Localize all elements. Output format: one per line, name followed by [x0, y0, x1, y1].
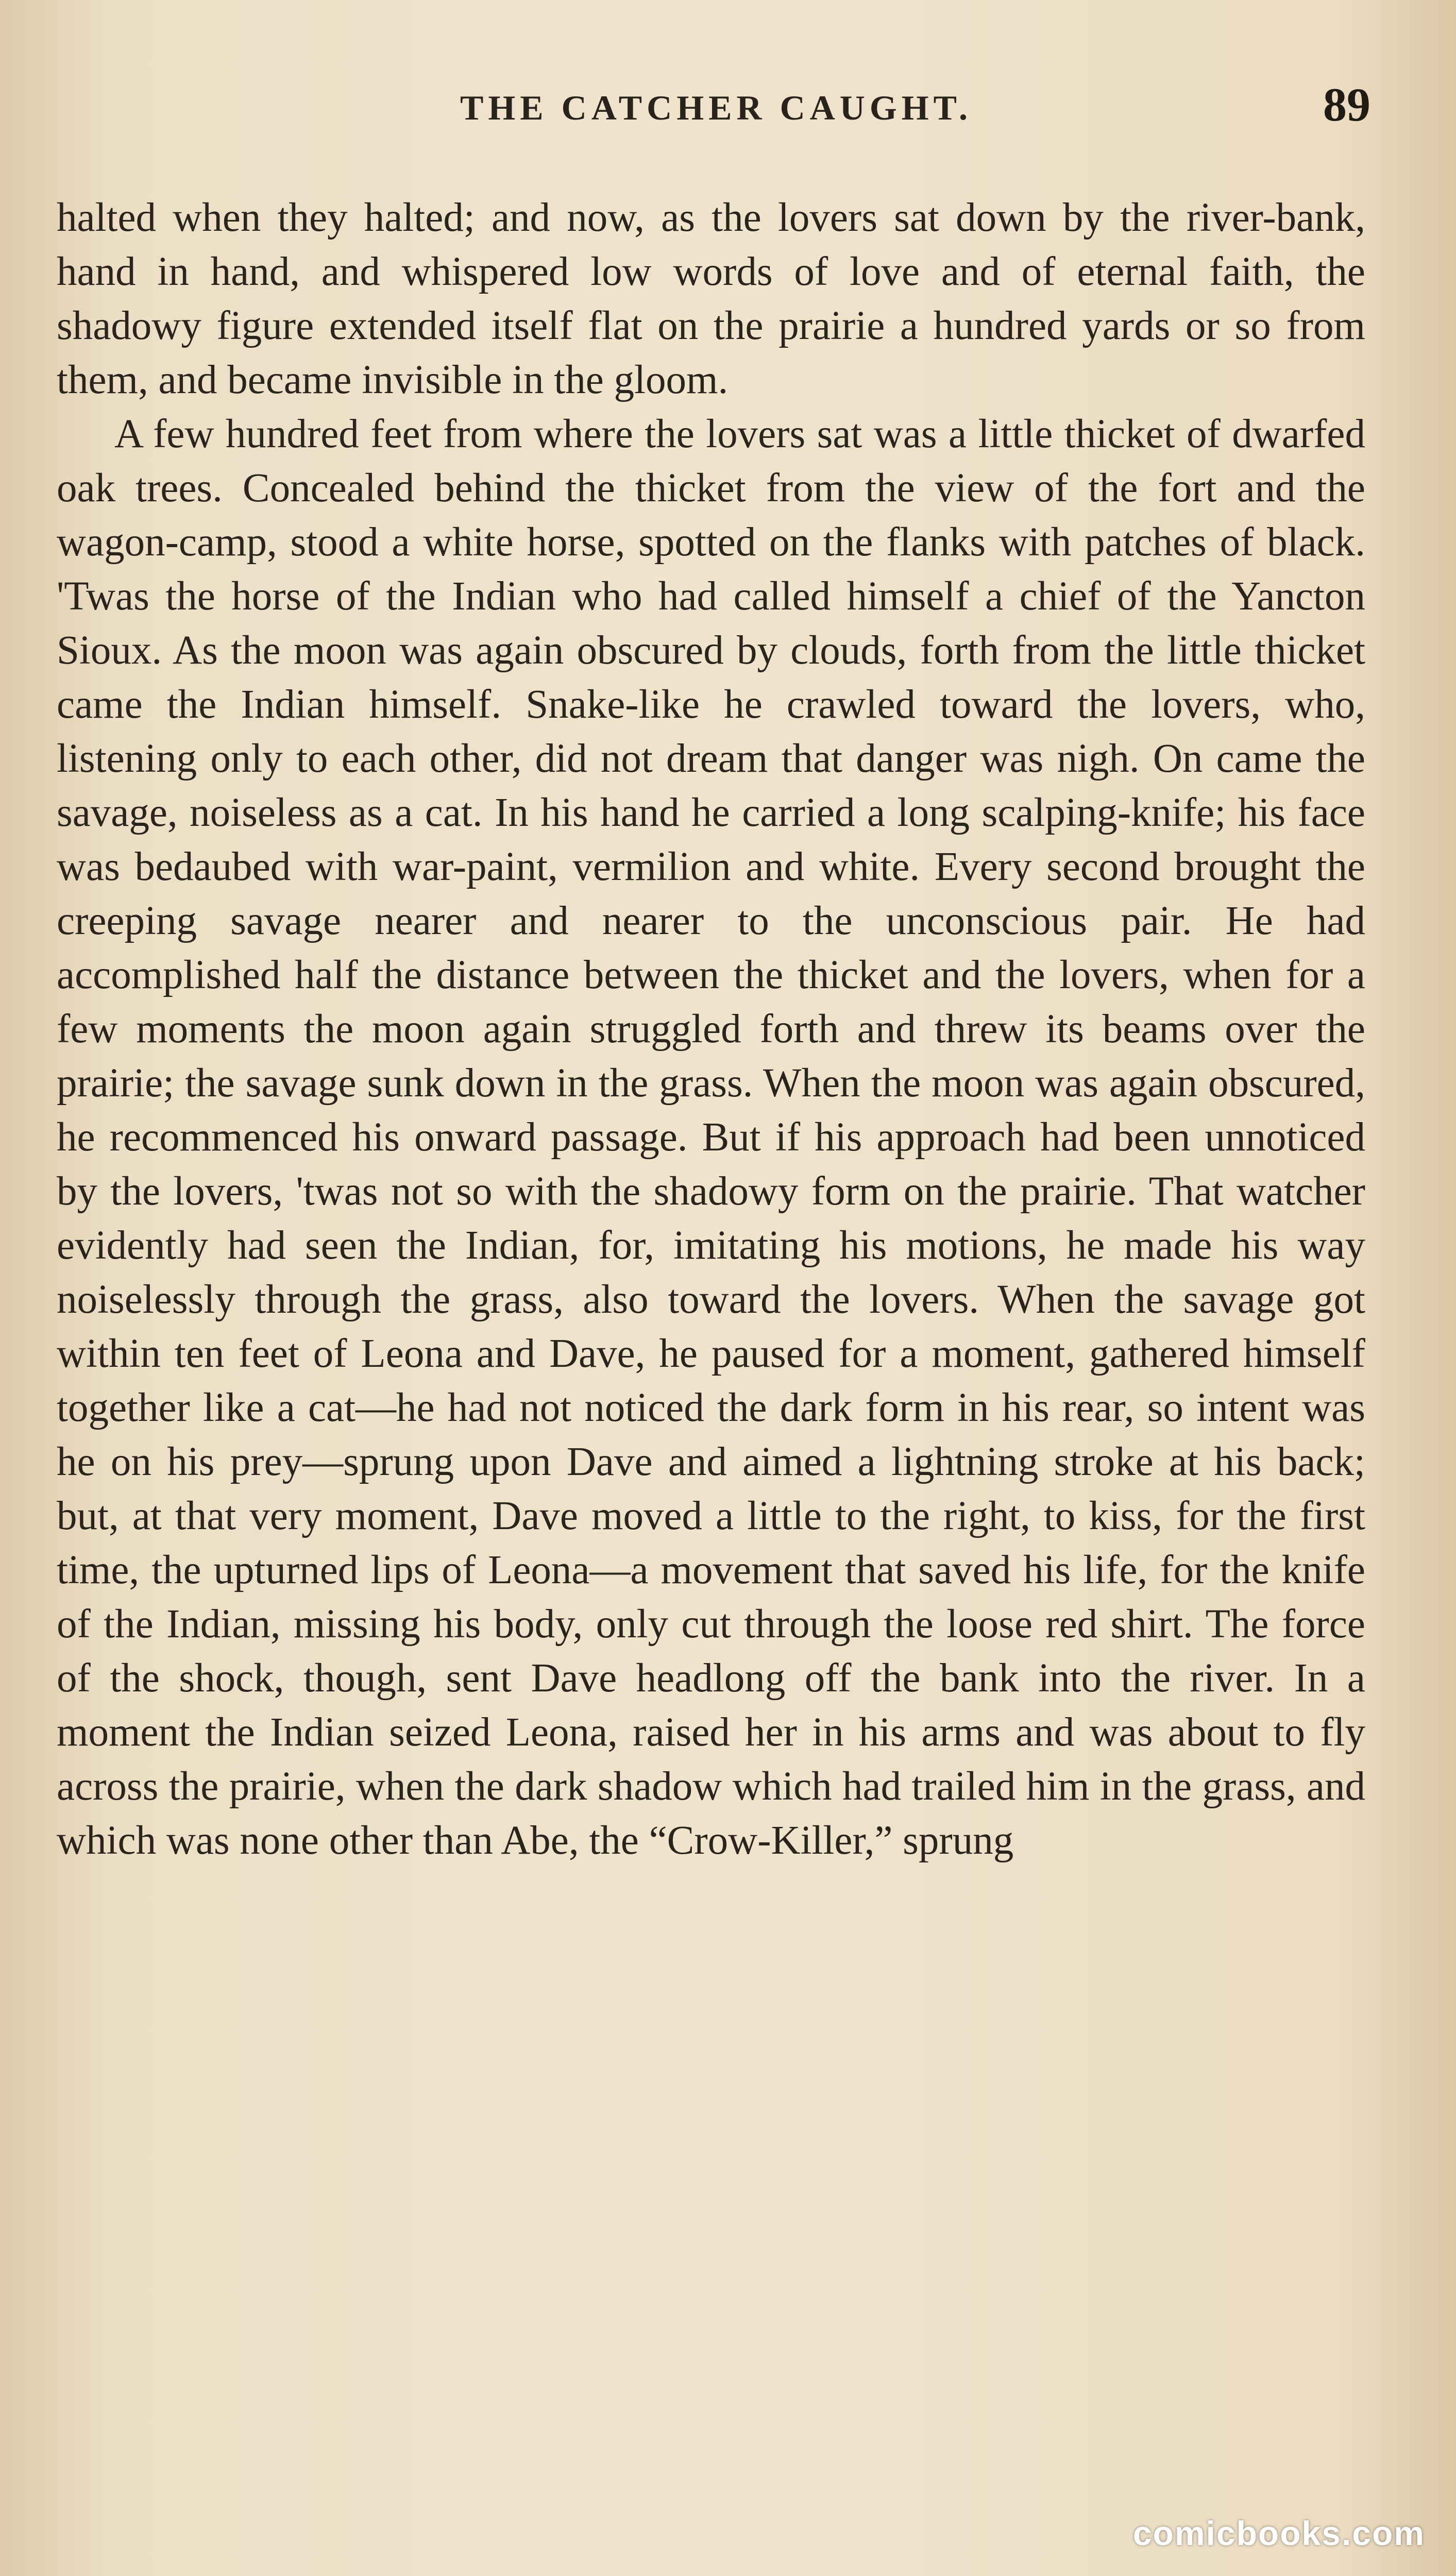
running-head: THE CATCHER CAUGHT. — [460, 88, 972, 127]
watermark: comicbooks.com — [1132, 2514, 1425, 2552]
paragraph-thicket: A few hundred feet from where the lovers sat was a little thicket of dwarfed oak trees. Concealed behind the thicket from the view of the fort and the wagon-camp, stood a white horse, spotted on the flanks with patches of black. 'Twas the horse of the Indian who had called himself a chief of the Yancton Sioux. As the moon was again obscured by clouds, forth from the little thicket came the Indian himself. Snake-like he crawled toward the lovers, who, listening only to each other, did not dream that danger was nigh. On came the savage, noiseless as a cat. In his hand he carried a long scalping-knife; his face was bedaubed with war-paint, vermilion and white. Every second brought the creeping savage nearer and nearer to the unconscious pair. He had accomplished half the distance between the thicket and the lovers, when for a few moments the moon again struggled forth and threw its beams over the prairie; the savage sunk down in the grass. When the moon was again obscured, he recommenced his onward passage. But if his approach had been unnoticed by the lovers, 'twas not so with the shadowy form on the prairie. That watcher evidently had seen the Indian, for, imitating his motions, he made his way noiselessly through the grass, also toward the lovers. When the savage got within ten feet of Leona and Dave, he paused for a moment, gathered himself together like a cat—he had not noticed the dark form in his rear, so intent was he on his prey—sprung upon Dave and aimed a lightning stroke at his back; but, at that very moment, Dave moved a little to the right, to kiss, for the first time, the upturned lips of Leona—a movement that saved his life, for the knife of the Indian, missing his body, only cut through the loose red shirt. The force of the shock, though, sent Dave headlong off the bank into the river. In a moment the Indian seized Leona, raised her in his arms and was about to fly across the prairie, when the dark shadow which had trailed him in the grass, and which was none other than Abe, the “Crow-Killer,” sprung — [57, 412, 1365, 1863]
page-number: 89 — [1323, 78, 1370, 131]
paragraph-continued: halted when they halted; and now, as the lovers sat down by the river-bank, hand in hand, and whispered low words of love and of eternal faith, the shadowy figure extended itself flat on the prairie a hundred yards or so from them, and became invisible in the gloom. — [57, 195, 1365, 402]
body-text — [57, 191, 1365, 1868]
page-header — [67, 77, 1370, 155]
